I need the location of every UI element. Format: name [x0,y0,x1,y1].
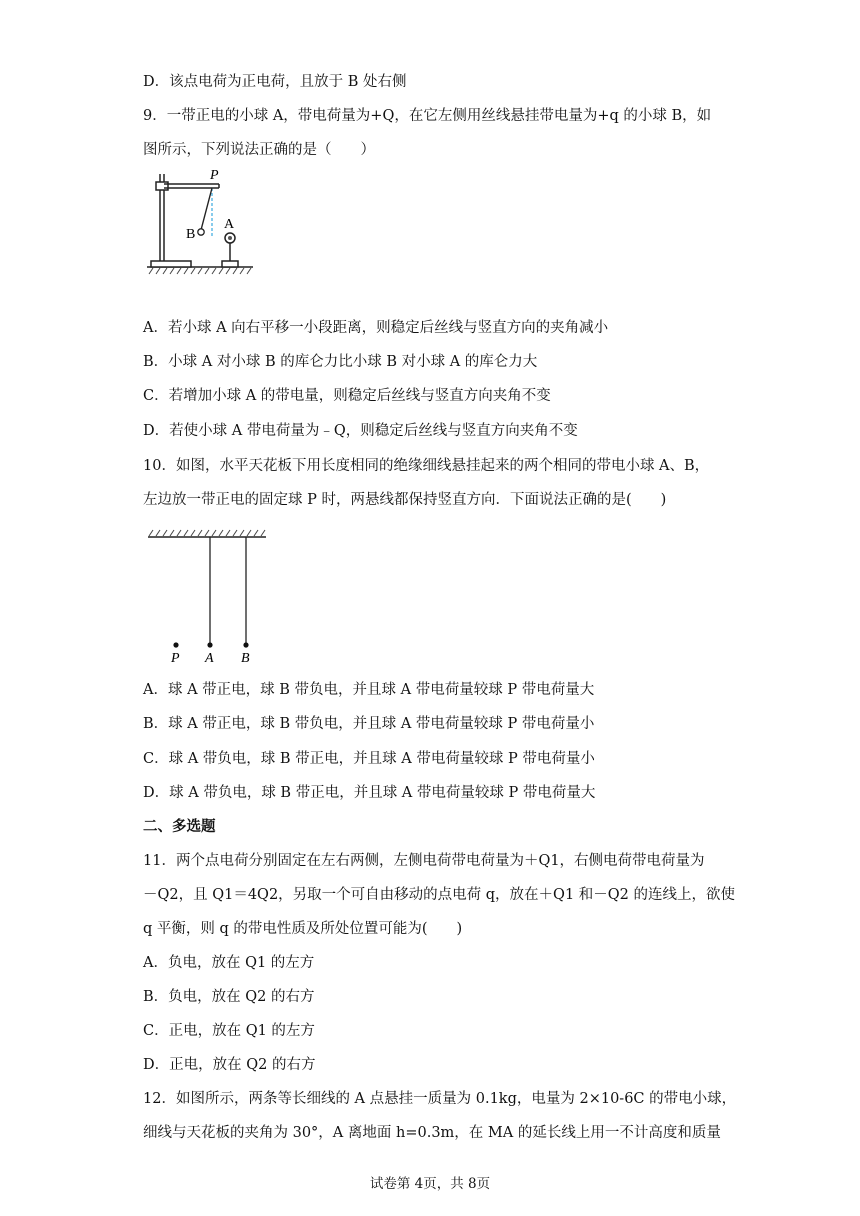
q11-stem-line2: －Q2，且 Q1＝4Q2，另取一个可自由移动的点电荷 q，放在＋Q1 和－Q2 的连线上，欲使 [143,887,736,903]
page-footer: 试卷第 4页，共 8页 [369,1176,491,1192]
q9-option-c: C．若增加小球 A 的带电量，则稳定后丝线与竖直方向夹角不变 [143,388,551,404]
q10-option-b: B．球 A 带正电，球 B 带负电，并且球 A 带电荷量较球 P 带电荷量小 [143,716,595,732]
q10-label-b: B [241,651,250,666]
q12-stem-line1: 12．如图所示，两条等长细线的 A 点悬挂一质量为 0.1kg，电量为 2×10-6C 的带电小球， [143,1091,737,1107]
q9-label-p: P [210,168,219,183]
q9-label-a: A [224,217,235,232]
q10-option-a: A．球 A 带正电，球 B 带负电，并且球 A 带电荷量较球 P 带电荷量大 [143,682,595,698]
q10-option-d: D．球 A 带负电，球 B 带正电，并且球 A 带电荷量较球 P 带电荷量大 [143,785,596,801]
q11-option-c: C．正电，放在 Q1 的左方 [143,1023,315,1039]
q9-option-b: B．小球 A 对小球 B 的库仑力比小球 B 对小球 A 的库仑力大 [143,354,538,370]
q9-option-a: A．若小球 A 向右平移一小段距离，则稳定后丝线与竖直方向的夹角减小 [143,320,609,336]
q10-option-c: C．球 A 带负电，球 B 带正电，并且球 A 带电荷量较球 P 带电荷量小 [143,751,595,767]
q9-label-b: B [186,227,196,242]
q10-label-p: P [171,651,180,666]
q8-option-d: D．该点电荷为正电荷，且放于 B 处右侧 [143,74,407,90]
q11-option-a: A．负电，放在 Q1 的左方 [143,955,315,971]
q10-label-a: A [205,651,214,666]
q10-stem-line2: 左边放一带正电的固定球 P 时，两悬线都保持竖直方向．下面说法正确的是( ) [143,492,667,508]
q11-option-d: D．正电，放在 Q2 的右方 [143,1057,316,1073]
q11-stem-line1: 11．两个点电荷分别固定在左右两侧，左侧电荷带电荷量为＋Q1，右侧电荷带电荷量为 [143,853,705,869]
q11-option-b: B．负电，放在 Q2 的右方 [143,989,315,1005]
q11-stem-line3: q 平衡，则 q 的带电性质及所处位置可能为( ) [143,921,463,937]
q12-stem-line2: 细线与天花板的夹角为 30°，A 离地面 h=0.3m，在 MA 的延长线上用一不计高度和质量 [143,1125,721,1141]
q9-stem-line1: 9．一带正电的小球 A，带电荷量为+Q，在它左侧用丝线悬挂带电量为+q 的小球 B，如 [143,108,712,124]
q9-option-d: D．若使小球 A 带电荷量为﹣Q，则稳定后丝线与竖直方向夹角不变 [143,423,578,439]
section-title-multiple-choice: 二、多选题 [143,818,216,835]
q9-stem-line2: 图所示，下列说法正确的是（ ） [143,142,375,158]
q9-figure [143,166,263,278]
q10-stem-line1: 10．如图，水平天花板下用长度相同的绝缘细线悬挂起来的两个相同的带电小球 A、B， [143,458,710,474]
q10-figure [143,524,273,666]
